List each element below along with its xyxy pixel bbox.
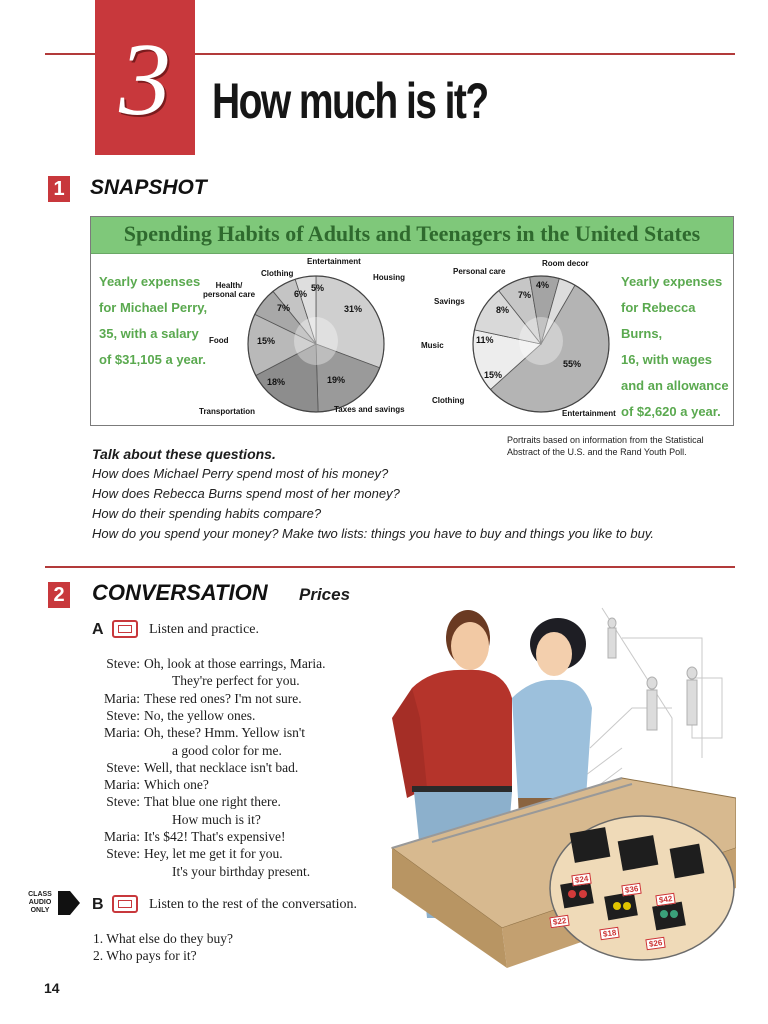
part-b-label: B: [92, 896, 104, 913]
part-a-instruction: Listen and practice.: [149, 622, 260, 637]
dialog-line: How much is it?: [172, 811, 261, 827]
section-1-title: SNAPSHOT: [90, 176, 207, 199]
dialog-line: They're perfect for you.: [172, 673, 300, 689]
unit-number: 3: [119, 22, 171, 137]
section-2-subtitle: Prices: [299, 585, 351, 604]
left-caption-line: for Michael Perry,: [99, 300, 208, 315]
discussion-question: How does Rebecca Burns spend most of her money?: [92, 486, 400, 501]
pie-label: Clothing: [432, 396, 465, 405]
pie-percent: 15%: [257, 336, 276, 346]
class-audio-text: [22, 891, 58, 915]
dialog-speaker: Maria:: [104, 690, 140, 706]
pie-percent: 7%: [518, 290, 532, 300]
pie-label: Personal care: [453, 267, 506, 276]
dialog-line: That blue one right there.: [144, 794, 281, 810]
discussion-question: How do their spending habits compare?: [92, 506, 322, 521]
pie-label: Health/ personal care: [202, 281, 256, 299]
dialog-line: It's your birthday present.: [172, 863, 311, 879]
pie-percent: 7%: [277, 303, 291, 313]
right-caption: [621, 269, 731, 425]
section-2-rule: [45, 566, 735, 568]
header-rule-right: [195, 53, 735, 55]
right-caption-line: and an allowance: [621, 378, 729, 393]
portrait-silhouette: [519, 317, 563, 365]
list-item: 1. What else do they buy?: [93, 931, 233, 946]
section-1-number: 1: [48, 176, 70, 202]
snapshot-panel: [90, 216, 734, 426]
price-tag: $36: [621, 883, 642, 897]
dialog-line: Hey, let me get it for you.: [144, 846, 283, 862]
dialog-line: Well, that necklace isn't bad.: [144, 759, 299, 775]
pie-label: Entertainment: [562, 409, 616, 418]
left-caption-line: of $31,105 a year.: [99, 352, 206, 367]
talk-heading: Talk about these questions.: [92, 446, 276, 462]
page-number: 14: [44, 980, 60, 996]
class-audio-line: CLASS: [28, 891, 52, 898]
dialog-line: a good color for me.: [172, 742, 282, 758]
snapshot-banner: [91, 217, 733, 254]
pie-label: Transportation: [199, 407, 256, 416]
price-tag: $18: [599, 927, 620, 941]
left-caption-line: Yearly expenses: [99, 274, 201, 289]
pie-label: Clothing: [261, 269, 294, 278]
dialog-speaker: Steve:: [106, 707, 140, 723]
pie-label: Entertainment: [307, 257, 361, 266]
snapshot-credit: Portraits based on information from the Statistical Abstract of the U.S. and the Rand Youth Poll.: [507, 435, 704, 457]
pie-label: Room decor: [542, 259, 589, 268]
pie-label: Savings: [434, 297, 465, 306]
pie-label: Taxes and savings: [334, 405, 405, 414]
discussion-question: How do you spend your money? Make two lists: things you have to buy and things you like to buy.: [92, 526, 654, 541]
dialog-speaker: Maria:: [104, 829, 140, 844]
pie-percent: 8%: [496, 305, 510, 315]
pie-percent: 6%: [294, 289, 308, 299]
right-caption-line: 16, with wages: [621, 352, 713, 367]
dialog-speaker: Steve:: [106, 846, 140, 862]
cassette-icon: [112, 620, 138, 638]
pie-percent: 55%: [563, 359, 582, 369]
dialog-speaker: Steve:: [106, 759, 140, 775]
price-tag: $22: [549, 915, 570, 929]
part-b-instruction: Listen to the rest of the conversation.: [149, 897, 357, 912]
dialog-line: No, the yellow ones.: [144, 707, 256, 723]
dialog-line: Which one?: [144, 777, 209, 793]
right-caption-line: of $2,620 a year.: [621, 404, 721, 419]
price-tag: $26: [645, 937, 666, 951]
dialog-speaker: Steve:: [106, 794, 140, 810]
pie-label: Food: [209, 336, 229, 345]
pie-percent: 11%: [476, 335, 494, 345]
pie-percent: 18%: [267, 377, 286, 387]
jewelry-inset: [550, 816, 734, 960]
pie-percent: 4%: [536, 280, 550, 290]
pie-percent: 31%: [344, 304, 363, 314]
list-item: 2. Who pays for it?: [93, 948, 197, 963]
left-caption-line: 35, with a salary: [99, 326, 199, 341]
dialog-line: These red ones? I'm not sure.: [144, 690, 302, 706]
discussion-question: How does Michael Perry spend most of his money?: [92, 466, 389, 481]
right-caption-line: for Rebecca Burns,: [621, 300, 696, 341]
dialog-line: It's $42! That's expensive!: [144, 829, 286, 844]
section-2-number: 2: [48, 582, 70, 608]
class-audio-line: ONLY: [30, 907, 50, 914]
pie-percent: 15%: [484, 370, 503, 380]
right-caption-line: Yearly expenses: [621, 274, 723, 289]
price-tag: $42: [655, 893, 676, 907]
dialog-line: Oh, look at those earrings, Maria.: [144, 656, 326, 671]
unit-title: How much is it?: [212, 73, 488, 129]
pie-label: Housing: [373, 273, 405, 282]
unit-number-box: [95, 0, 195, 155]
dialog-speaker: Steve:: [106, 656, 140, 671]
pie-percent: 19%: [327, 375, 346, 385]
pie-label: Music: [421, 341, 444, 350]
part-a-label: A: [92, 621, 104, 638]
section-2-title: CONVERSATION: [92, 580, 268, 605]
price-tag: $24: [571, 873, 592, 887]
shopping-illustration: [372, 598, 736, 968]
dialog-speaker: Maria:: [104, 725, 140, 741]
dialog-speaker: Maria:: [104, 777, 140, 793]
dialog-line: Oh, these? Hmm. Yellow isn't: [144, 725, 306, 741]
class-audio-line: AUDIO: [28, 899, 52, 906]
portrait-silhouette: [294, 317, 338, 365]
cassette-icon: [112, 895, 138, 913]
background-shoppers: [608, 618, 697, 730]
pie-percent: 5%: [311, 283, 325, 293]
snapshot-banner-text: Spending Habits of Adults and Teenagers in the United States: [123, 221, 701, 246]
header-rule-left: [45, 53, 95, 55]
